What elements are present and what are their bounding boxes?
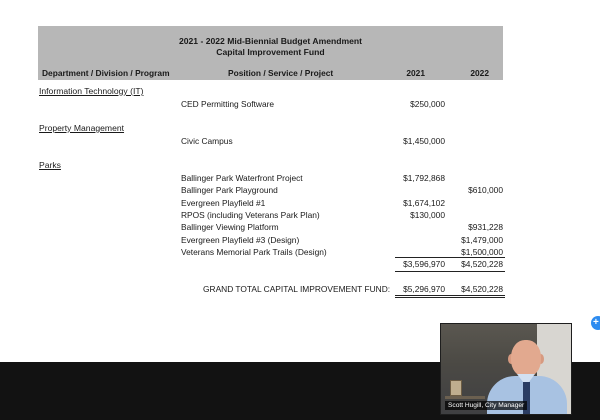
table-header: [38, 26, 503, 80]
line-item: Evergreen Playfield #1: [181, 198, 266, 208]
section-parks: Parks: [39, 160, 61, 170]
slide-title: 2021 - 2022 Mid-Biennial Budget Amendment: [178, 36, 363, 46]
amount-2022: $931,228: [468, 222, 503, 232]
amount-2022: $1,500,000: [461, 247, 503, 257]
grand-total-double-rule: [395, 295, 505, 298]
participant-head: [511, 340, 541, 377]
section-property-management: Property Management: [39, 123, 125, 133]
line-item: Evergreen Playfield #3 (Design): [181, 235, 300, 245]
line-item: RPOS (including Veterans Park Plan): [181, 210, 320, 220]
expand-panel-button[interactable]: +: [591, 316, 600, 330]
subtotal-2021: $3,596,970: [403, 259, 445, 269]
shelf: [445, 396, 485, 399]
participant-tie: [523, 382, 530, 415]
amount-2021: $250,000: [410, 99, 445, 109]
amount-2022: $1,479,000: [461, 235, 503, 245]
column-header-department: Department / Division / Program: [42, 68, 170, 78]
line-item: Civic Campus: [181, 136, 233, 146]
participant-name-label: Scott Hugill, City Manager: [445, 401, 527, 410]
subtotal-underline: [395, 271, 505, 272]
line-item: Ballinger Park Playground: [181, 185, 278, 195]
column-header-2021: 2021: [406, 68, 425, 78]
grand-total-2022: $4,520,228: [461, 284, 503, 294]
amount-2021: $1,450,000: [403, 136, 445, 146]
subtotal-rule: [395, 257, 505, 258]
column-header-position: Position / Service / Project: [228, 68, 334, 78]
amount-2022: $610,000: [468, 185, 503, 195]
amount-2021: $1,792,868: [403, 173, 445, 183]
grand-total-2021: $5,296,970: [403, 284, 445, 294]
slide-subtitle: Capital Improvement Fund: [216, 47, 325, 57]
line-item: Ballinger Viewing Platform: [181, 222, 279, 232]
participant-video-tile[interactable]: [440, 323, 572, 415]
amount-2021: $1,674,102: [403, 198, 445, 208]
line-item: Veterans Memorial Park Trails (Design): [181, 247, 327, 257]
column-header-2022: 2022: [470, 68, 489, 78]
amount-2021: $130,000: [410, 210, 445, 220]
grand-total-label: GRAND TOTAL CAPITAL IMPROVEMENT FUND:: [203, 284, 391, 294]
line-item: Ballinger Park Waterfront Project: [181, 173, 303, 183]
section-information-technology: Information Technology (IT): [39, 86, 144, 96]
line-item: CED Permitting Software: [181, 99, 275, 109]
subtotal-2022: $4,520,228: [461, 259, 503, 269]
picture-frame: [450, 380, 462, 396]
